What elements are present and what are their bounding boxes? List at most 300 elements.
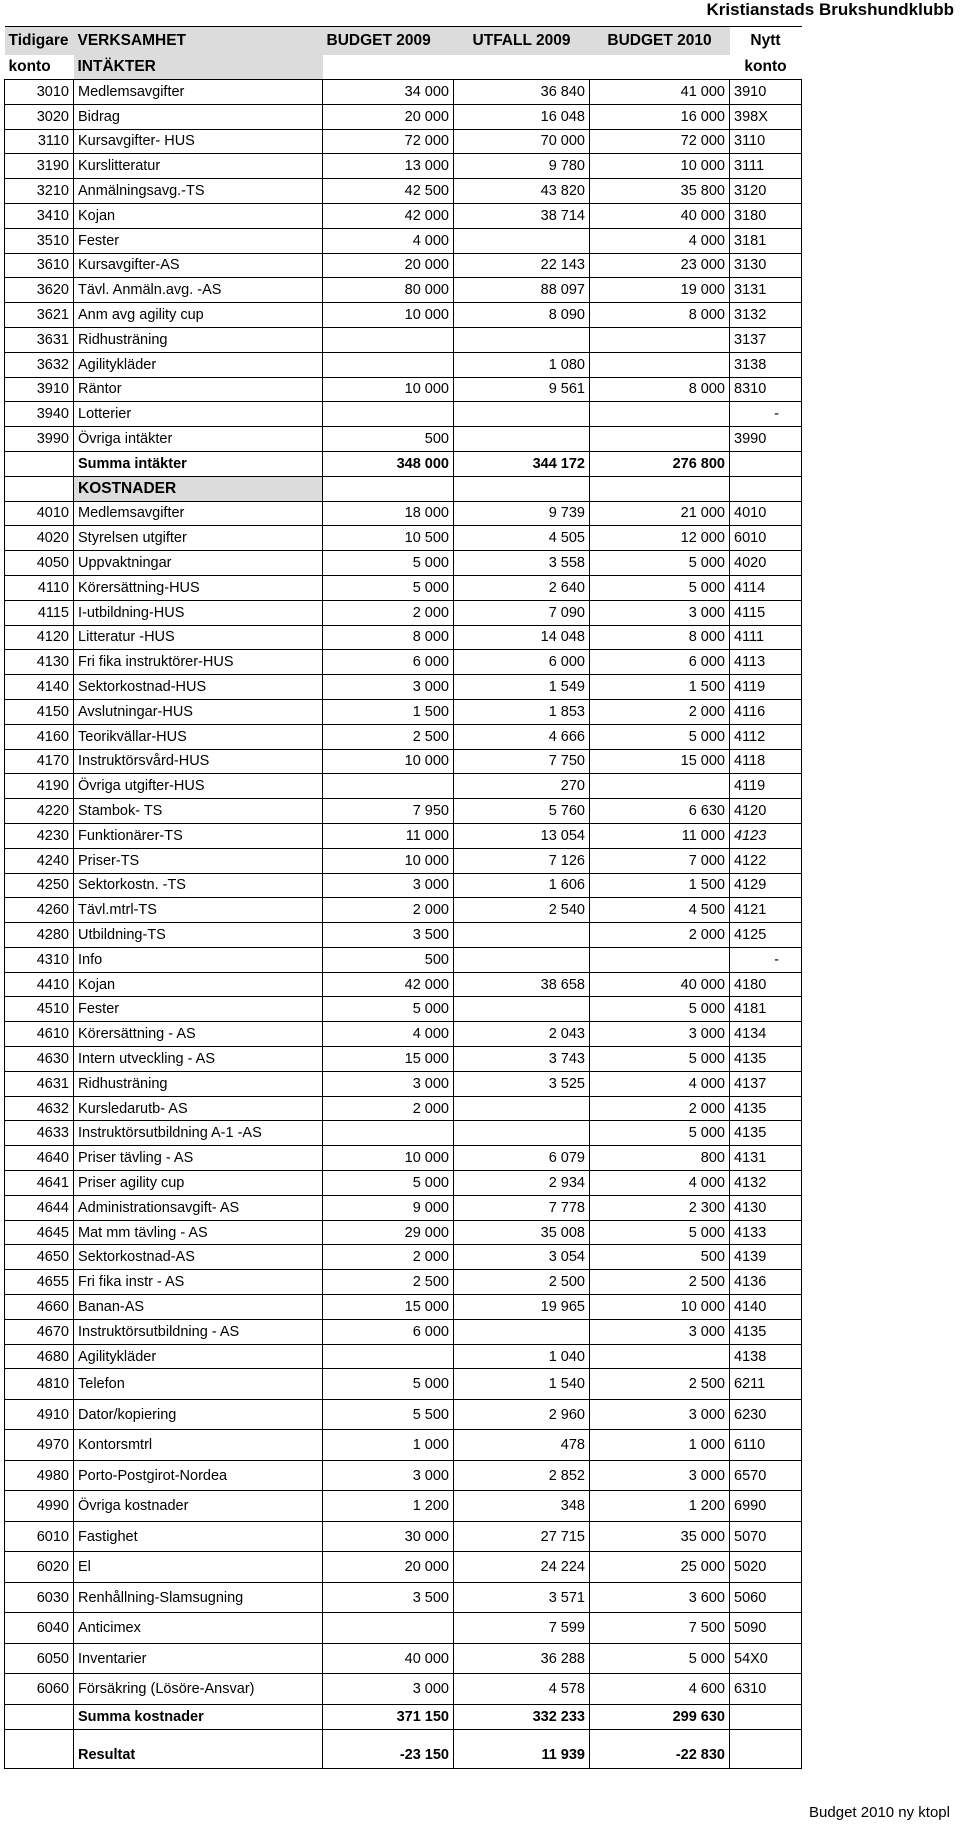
budget-2009: 15 000 — [323, 1295, 454, 1320]
new-account: 6110 — [730, 1430, 802, 1461]
account-name: Körersättning-HUS — [74, 575, 323, 600]
budget-2009: 18 000 — [323, 501, 454, 526]
cost-section-header — [5, 476, 802, 501]
account-name: Anm avg agility cup — [74, 303, 323, 328]
account-name: Instruktörsutbildning - AS — [74, 1319, 323, 1344]
budget-2010: 23 000 — [590, 253, 730, 278]
income-total-row-budget-2009: 348 000 — [323, 451, 454, 476]
cost-total-row-outcome-2009: 332 233 — [454, 1704, 590, 1729]
header-budget-2010: BUDGET 2010 — [590, 27, 730, 56]
outcome-2009: 4 666 — [454, 724, 590, 749]
cost-total-row-budget-2009: 371 150 — [323, 1704, 454, 1729]
budget-2009: 10 500 — [323, 526, 454, 551]
account-name: Intern utveckling - AS — [74, 1047, 323, 1072]
outcome-2009: 27 715 — [454, 1521, 590, 1552]
outcome-2009: 2 043 — [454, 1022, 590, 1047]
budget-2010: 21 000 — [590, 501, 730, 526]
new-account: 3990 — [730, 427, 802, 452]
budget-2010: 8 000 — [590, 303, 730, 328]
new-account: 4129 — [730, 873, 802, 898]
new-account: 6310 — [730, 1674, 802, 1705]
account-code: 3632 — [5, 352, 74, 377]
outcome-2009 — [454, 923, 590, 948]
table-row — [5, 129, 802, 154]
account-code: 6060 — [5, 1674, 74, 1705]
outcome-2009 — [454, 1121, 590, 1146]
account-name: Fastighet — [74, 1521, 323, 1552]
budget-2010: 5 000 — [590, 551, 730, 576]
outcome-2009: 43 820 — [454, 179, 590, 204]
account-code: 4310 — [5, 947, 74, 972]
outcome-2009: 7 750 — [454, 749, 590, 774]
new-account: 4134 — [730, 1022, 802, 1047]
budget-2009: 5 000 — [323, 551, 454, 576]
account-code: 4190 — [5, 774, 74, 799]
result-row-label: Resultat — [74, 1742, 323, 1769]
new-account: 4138 — [730, 1344, 802, 1369]
new-account: 4180 — [730, 972, 802, 997]
income-total-row-outcome-2009: 344 172 — [454, 451, 590, 476]
table-row — [5, 526, 802, 551]
budget-2009: 6 000 — [323, 650, 454, 675]
new-account: 4135 — [730, 1121, 802, 1146]
budget-2009: 1 500 — [323, 699, 454, 724]
empty-cell — [5, 476, 74, 501]
outcome-2009: 16 048 — [454, 104, 590, 129]
budget-2010: 5 000 — [590, 575, 730, 600]
empty-cell — [590, 476, 730, 501]
budget-2010: 40 000 — [590, 203, 730, 228]
new-account: 5020 — [730, 1552, 802, 1583]
account-name: Teorikvällar-HUS — [74, 724, 323, 749]
table-row — [5, 1121, 802, 1146]
account-code: 6010 — [5, 1521, 74, 1552]
header-empty-1 — [323, 55, 454, 80]
table-row — [5, 1369, 802, 1400]
budget-2009: 4 000 — [323, 228, 454, 253]
budget-2009 — [323, 352, 454, 377]
account-name: Sektorkostnad-HUS — [74, 675, 323, 700]
income-total-row-label: Summa intäkter — [74, 451, 323, 476]
account-code: 3210 — [5, 179, 74, 204]
account-name: Försäkring (Lösöre-Ansvar) — [74, 1674, 323, 1705]
budget-2009: 42 500 — [323, 179, 454, 204]
budget-2009: 2 000 — [323, 1245, 454, 1270]
account-code: 6020 — [5, 1552, 74, 1583]
budget-2009: 20 000 — [323, 1552, 454, 1583]
account-name: Renhållning-Slamsugning — [74, 1582, 323, 1613]
account-name: Uppvaktningar — [74, 551, 323, 576]
outcome-2009 — [454, 402, 590, 427]
budget-2010 — [590, 1344, 730, 1369]
outcome-2009: 3 525 — [454, 1071, 590, 1096]
account-name: Ridhusträning — [74, 327, 323, 352]
new-account: 4116 — [730, 699, 802, 724]
outcome-2009: 6 000 — [454, 650, 590, 675]
budget-2009: 7 950 — [323, 799, 454, 824]
outcome-2009: 4 505 — [454, 526, 590, 551]
new-account: 4137 — [730, 1071, 802, 1096]
table-row — [5, 1146, 802, 1171]
table-row — [5, 947, 802, 972]
account-code: 6030 — [5, 1582, 74, 1613]
budget-2009: 9 000 — [323, 1195, 454, 1220]
budget-2009: 10 000 — [323, 1146, 454, 1171]
table-row — [5, 898, 802, 923]
table-row — [5, 997, 802, 1022]
account-code: 6050 — [5, 1643, 74, 1674]
account-name: Körersättning - AS — [74, 1022, 323, 1047]
header-account-label: konto — [5, 55, 74, 80]
budget-2010: 5 000 — [590, 997, 730, 1022]
new-account: 4123 — [730, 823, 802, 848]
account-name: Telefon — [74, 1369, 323, 1400]
budget-2009: 10 000 — [323, 848, 454, 873]
new-account: 4010 — [730, 501, 802, 526]
budget-2009: 2 000 — [323, 600, 454, 625]
budget-2009: 10 000 — [323, 303, 454, 328]
outcome-2009: 2 852 — [454, 1460, 590, 1491]
budget-2010: 3 000 — [590, 1022, 730, 1047]
new-account: 3120 — [730, 179, 802, 204]
header-empty-3 — [590, 55, 730, 80]
new-account: 6010 — [730, 526, 802, 551]
new-account: 4112 — [730, 724, 802, 749]
empty-cell — [74, 1729, 323, 1742]
budget-2009 — [323, 1613, 454, 1644]
account-name: Fri fika instruktörer-HUS — [74, 650, 323, 675]
outcome-2009: 4 578 — [454, 1674, 590, 1705]
account-code: 4631 — [5, 1071, 74, 1096]
budget-2009: 72 000 — [323, 129, 454, 154]
budget-2009: 2 000 — [323, 1096, 454, 1121]
account-name: Priser tävling - AS — [74, 1146, 323, 1171]
account-code: 4240 — [5, 848, 74, 873]
account-code: 4633 — [5, 1121, 74, 1146]
new-account: 4122 — [730, 848, 802, 873]
new-account: - — [730, 402, 802, 427]
empty-cell — [730, 1729, 802, 1742]
table-row — [5, 972, 802, 997]
account-name: Funktionärer-TS — [74, 823, 323, 848]
budget-2010: 15 000 — [590, 749, 730, 774]
budget-2010: 19 000 — [590, 278, 730, 303]
new-account: 5070 — [730, 1521, 802, 1552]
outcome-2009: 22 143 — [454, 253, 590, 278]
budget-2010: 11 000 — [590, 823, 730, 848]
budget-2009: 20 000 — [323, 253, 454, 278]
empty-cell — [5, 1729, 74, 1742]
account-name: Medlemsavgifter — [74, 501, 323, 526]
outcome-2009: 88 097 — [454, 278, 590, 303]
account-code: 4655 — [5, 1270, 74, 1295]
header-budget-2009: BUDGET 2009 — [323, 27, 454, 56]
account-name: Lotterier — [74, 402, 323, 427]
account-name: Medlemsavgifter — [74, 80, 323, 105]
new-account: 4020 — [730, 551, 802, 576]
account-name: Instruktörsutbildning A-1 -AS — [74, 1121, 323, 1146]
budget-2009: 42 000 — [323, 203, 454, 228]
outcome-2009: 1 606 — [454, 873, 590, 898]
budget-2009 — [323, 1121, 454, 1146]
account-name: Sektorkostn. -TS — [74, 873, 323, 898]
table-row — [5, 1245, 802, 1270]
header-new-account: Nytt — [730, 27, 802, 56]
account-code: 4630 — [5, 1047, 74, 1072]
budget-2009: 500 — [323, 947, 454, 972]
income-total-row-budget-2010: 276 800 — [590, 451, 730, 476]
budget-2009: 8 000 — [323, 625, 454, 650]
account-name: El — [74, 1552, 323, 1583]
outcome-2009: 38 658 — [454, 972, 590, 997]
account-code: 4610 — [5, 1022, 74, 1047]
budget-2010: 3 000 — [590, 1399, 730, 1430]
new-account: 4136 — [730, 1270, 802, 1295]
account-name: Övriga kostnader — [74, 1491, 323, 1522]
empty-cell — [590, 1729, 730, 1742]
account-code: 4170 — [5, 749, 74, 774]
budget-2010: 7 000 — [590, 848, 730, 873]
outcome-2009: 35 008 — [454, 1220, 590, 1245]
outcome-2009 — [454, 997, 590, 1022]
new-account: 4139 — [730, 1245, 802, 1270]
account-name: Dator/kopiering — [74, 1399, 323, 1430]
table-row — [5, 1491, 802, 1522]
account-code: 4110 — [5, 575, 74, 600]
new-account: 4140 — [730, 1295, 802, 1320]
result-row — [5, 1742, 802, 1769]
account-code: 3190 — [5, 154, 74, 179]
budget-2010: 6 630 — [590, 799, 730, 824]
account-name: Tävl.mtrl-TS — [74, 898, 323, 923]
account-code: 4644 — [5, 1195, 74, 1220]
account-name: Fester — [74, 997, 323, 1022]
new-account: 4135 — [730, 1047, 802, 1072]
account-code: 3620 — [5, 278, 74, 303]
outcome-2009: 478 — [454, 1430, 590, 1461]
account-name: Kojan — [74, 972, 323, 997]
table-row — [5, 923, 802, 948]
new-account: 4135 — [730, 1096, 802, 1121]
budget-2009: 5 000 — [323, 997, 454, 1022]
outcome-2009: 3 558 — [454, 551, 590, 576]
table-row — [5, 228, 802, 253]
outcome-2009: 3 743 — [454, 1047, 590, 1072]
table-row — [5, 675, 802, 700]
account-name: Fester — [74, 228, 323, 253]
table-row — [5, 104, 802, 129]
account-name: Räntor — [74, 377, 323, 402]
outcome-2009: 36 840 — [454, 80, 590, 105]
table-row — [5, 823, 802, 848]
table-row — [5, 1220, 802, 1245]
budget-2010: 500 — [590, 1245, 730, 1270]
new-account: 4135 — [730, 1319, 802, 1344]
outcome-2009 — [454, 228, 590, 253]
account-code: 4140 — [5, 675, 74, 700]
budget-2009 — [323, 1344, 454, 1369]
budget-2010: 800 — [590, 1146, 730, 1171]
account-name: Porto-Postgirot-Nordea — [74, 1460, 323, 1491]
outcome-2009: 8 090 — [454, 303, 590, 328]
account-name: Priser-TS — [74, 848, 323, 873]
account-name: Agilitykläder — [74, 1344, 323, 1369]
outcome-2009: 2 540 — [454, 898, 590, 923]
account-code: 4970 — [5, 1430, 74, 1461]
budget-2010: 4 500 — [590, 898, 730, 923]
budget-2009: 5 500 — [323, 1399, 454, 1430]
result-row-budget-2009: -23 150 — [323, 1742, 454, 1769]
budget-2009: 3 500 — [323, 1582, 454, 1613]
header-row-1 — [5, 27, 802, 56]
budget-2009: 6 000 — [323, 1319, 454, 1344]
table-row — [5, 1460, 802, 1491]
new-account: 6570 — [730, 1460, 802, 1491]
outcome-2009: 348 — [454, 1491, 590, 1522]
new-account: 3111 — [730, 154, 802, 179]
new-account: 4130 — [730, 1195, 802, 1220]
account-name: Stambok- TS — [74, 799, 323, 824]
new-account: 4111 — [730, 625, 802, 650]
new-account: 3180 — [730, 203, 802, 228]
account-name: Kursavgifter-AS — [74, 253, 323, 278]
account-code: 4020 — [5, 526, 74, 551]
table-row — [5, 278, 802, 303]
budget-2010: 2 300 — [590, 1195, 730, 1220]
empty-cell — [730, 1742, 802, 1769]
account-code: 4160 — [5, 724, 74, 749]
empty-cell — [730, 476, 802, 501]
new-account: 4133 — [730, 1220, 802, 1245]
new-account: 4119 — [730, 774, 802, 799]
table-row — [5, 1195, 802, 1220]
table-row — [5, 600, 802, 625]
budget-2010 — [590, 352, 730, 377]
budget-2009: 2 000 — [323, 898, 454, 923]
account-name: Banan-AS — [74, 1295, 323, 1320]
table-row — [5, 1344, 802, 1369]
outcome-2009: 270 — [454, 774, 590, 799]
budget-2009: 10 000 — [323, 377, 454, 402]
empty-cell — [5, 1704, 74, 1729]
result-row-budget-2010: -22 830 — [590, 1742, 730, 1769]
budget-2009: 3 000 — [323, 1460, 454, 1491]
budget-2009 — [323, 402, 454, 427]
outcome-2009: 2 960 — [454, 1399, 590, 1430]
account-name: Övriga intäkter — [74, 427, 323, 452]
account-name: Avslutningar-HUS — [74, 699, 323, 724]
new-account: 4132 — [730, 1171, 802, 1196]
budget-2009: 3 000 — [323, 873, 454, 898]
table-row — [5, 1171, 802, 1196]
outcome-2009: 9 561 — [454, 377, 590, 402]
account-name: Kurslitteratur — [74, 154, 323, 179]
empty-cell — [730, 451, 802, 476]
table-row — [5, 1047, 802, 1072]
outcome-2009: 6 079 — [454, 1146, 590, 1171]
table-row — [5, 1022, 802, 1047]
budget-2009: 10 000 — [323, 749, 454, 774]
budget-2010: 3 000 — [590, 600, 730, 625]
table-row — [5, 179, 802, 204]
budget-2009: 1 200 — [323, 1491, 454, 1522]
new-account: 3131 — [730, 278, 802, 303]
new-account: 4114 — [730, 575, 802, 600]
budget-2009: 13 000 — [323, 154, 454, 179]
outcome-2009: 1 549 — [454, 675, 590, 700]
account-code: 3610 — [5, 253, 74, 278]
budget-2010: 3 000 — [590, 1319, 730, 1344]
account-code: 4230 — [5, 823, 74, 848]
budget-2010 — [590, 402, 730, 427]
budget-2009: 20 000 — [323, 104, 454, 129]
budget-2010 — [590, 774, 730, 799]
outcome-2009: 5 760 — [454, 799, 590, 824]
table-row — [5, 1096, 802, 1121]
header-old-account: Tidigare — [5, 27, 74, 56]
account-name: Administrationsavgift- AS — [74, 1195, 323, 1220]
budget-2009: 11 000 — [323, 823, 454, 848]
table-row — [5, 774, 802, 799]
budget-2010: 6 000 — [590, 650, 730, 675]
outcome-2009 — [454, 1096, 590, 1121]
cost-total-row — [5, 1704, 802, 1729]
budget-2010: 35 800 — [590, 179, 730, 204]
new-account: 5090 — [730, 1613, 802, 1644]
new-account: 4119 — [730, 675, 802, 700]
budget-2010: 3 000 — [590, 1460, 730, 1491]
outcome-2009: 70 000 — [454, 129, 590, 154]
outcome-2009: 1 853 — [454, 699, 590, 724]
account-code: 3621 — [5, 303, 74, 328]
budget-2010: 2 000 — [590, 1096, 730, 1121]
new-account: 5060 — [730, 1582, 802, 1613]
new-account: 3181 — [730, 228, 802, 253]
budget-2009: 2 500 — [323, 1270, 454, 1295]
table-row — [5, 1552, 802, 1583]
table-row — [5, 848, 802, 873]
budget-2009: 42 000 — [323, 972, 454, 997]
new-account: 4118 — [730, 749, 802, 774]
new-account: 6990 — [730, 1491, 802, 1522]
budget-2009: 3 000 — [323, 1071, 454, 1096]
account-code: 4810 — [5, 1369, 74, 1400]
outcome-2009: 19 965 — [454, 1295, 590, 1320]
budget-2010: 10 000 — [590, 1295, 730, 1320]
budget-2010: 4 000 — [590, 228, 730, 253]
account-code: 4641 — [5, 1171, 74, 1196]
account-code: 4510 — [5, 997, 74, 1022]
budget-2009: 40 000 — [323, 1643, 454, 1674]
header-activity: VERKSAMHET — [74, 27, 323, 56]
account-name: Kursledarutb- AS — [74, 1096, 323, 1121]
outcome-2009: 7 778 — [454, 1195, 590, 1220]
empty-cell — [5, 1742, 74, 1769]
account-code: 3940 — [5, 402, 74, 427]
table-row — [5, 1430, 802, 1461]
empty-cell — [323, 1729, 454, 1742]
budget-2009: 5 000 — [323, 1369, 454, 1400]
outcome-2009: 1 080 — [454, 352, 590, 377]
new-account: 3137 — [730, 327, 802, 352]
budget-2009 — [323, 327, 454, 352]
account-code: 4010 — [5, 501, 74, 526]
budget-2009: 1 000 — [323, 1430, 454, 1461]
outcome-2009: 2 934 — [454, 1171, 590, 1196]
table-row — [5, 1521, 802, 1552]
new-account: 4125 — [730, 923, 802, 948]
table-row — [5, 154, 802, 179]
